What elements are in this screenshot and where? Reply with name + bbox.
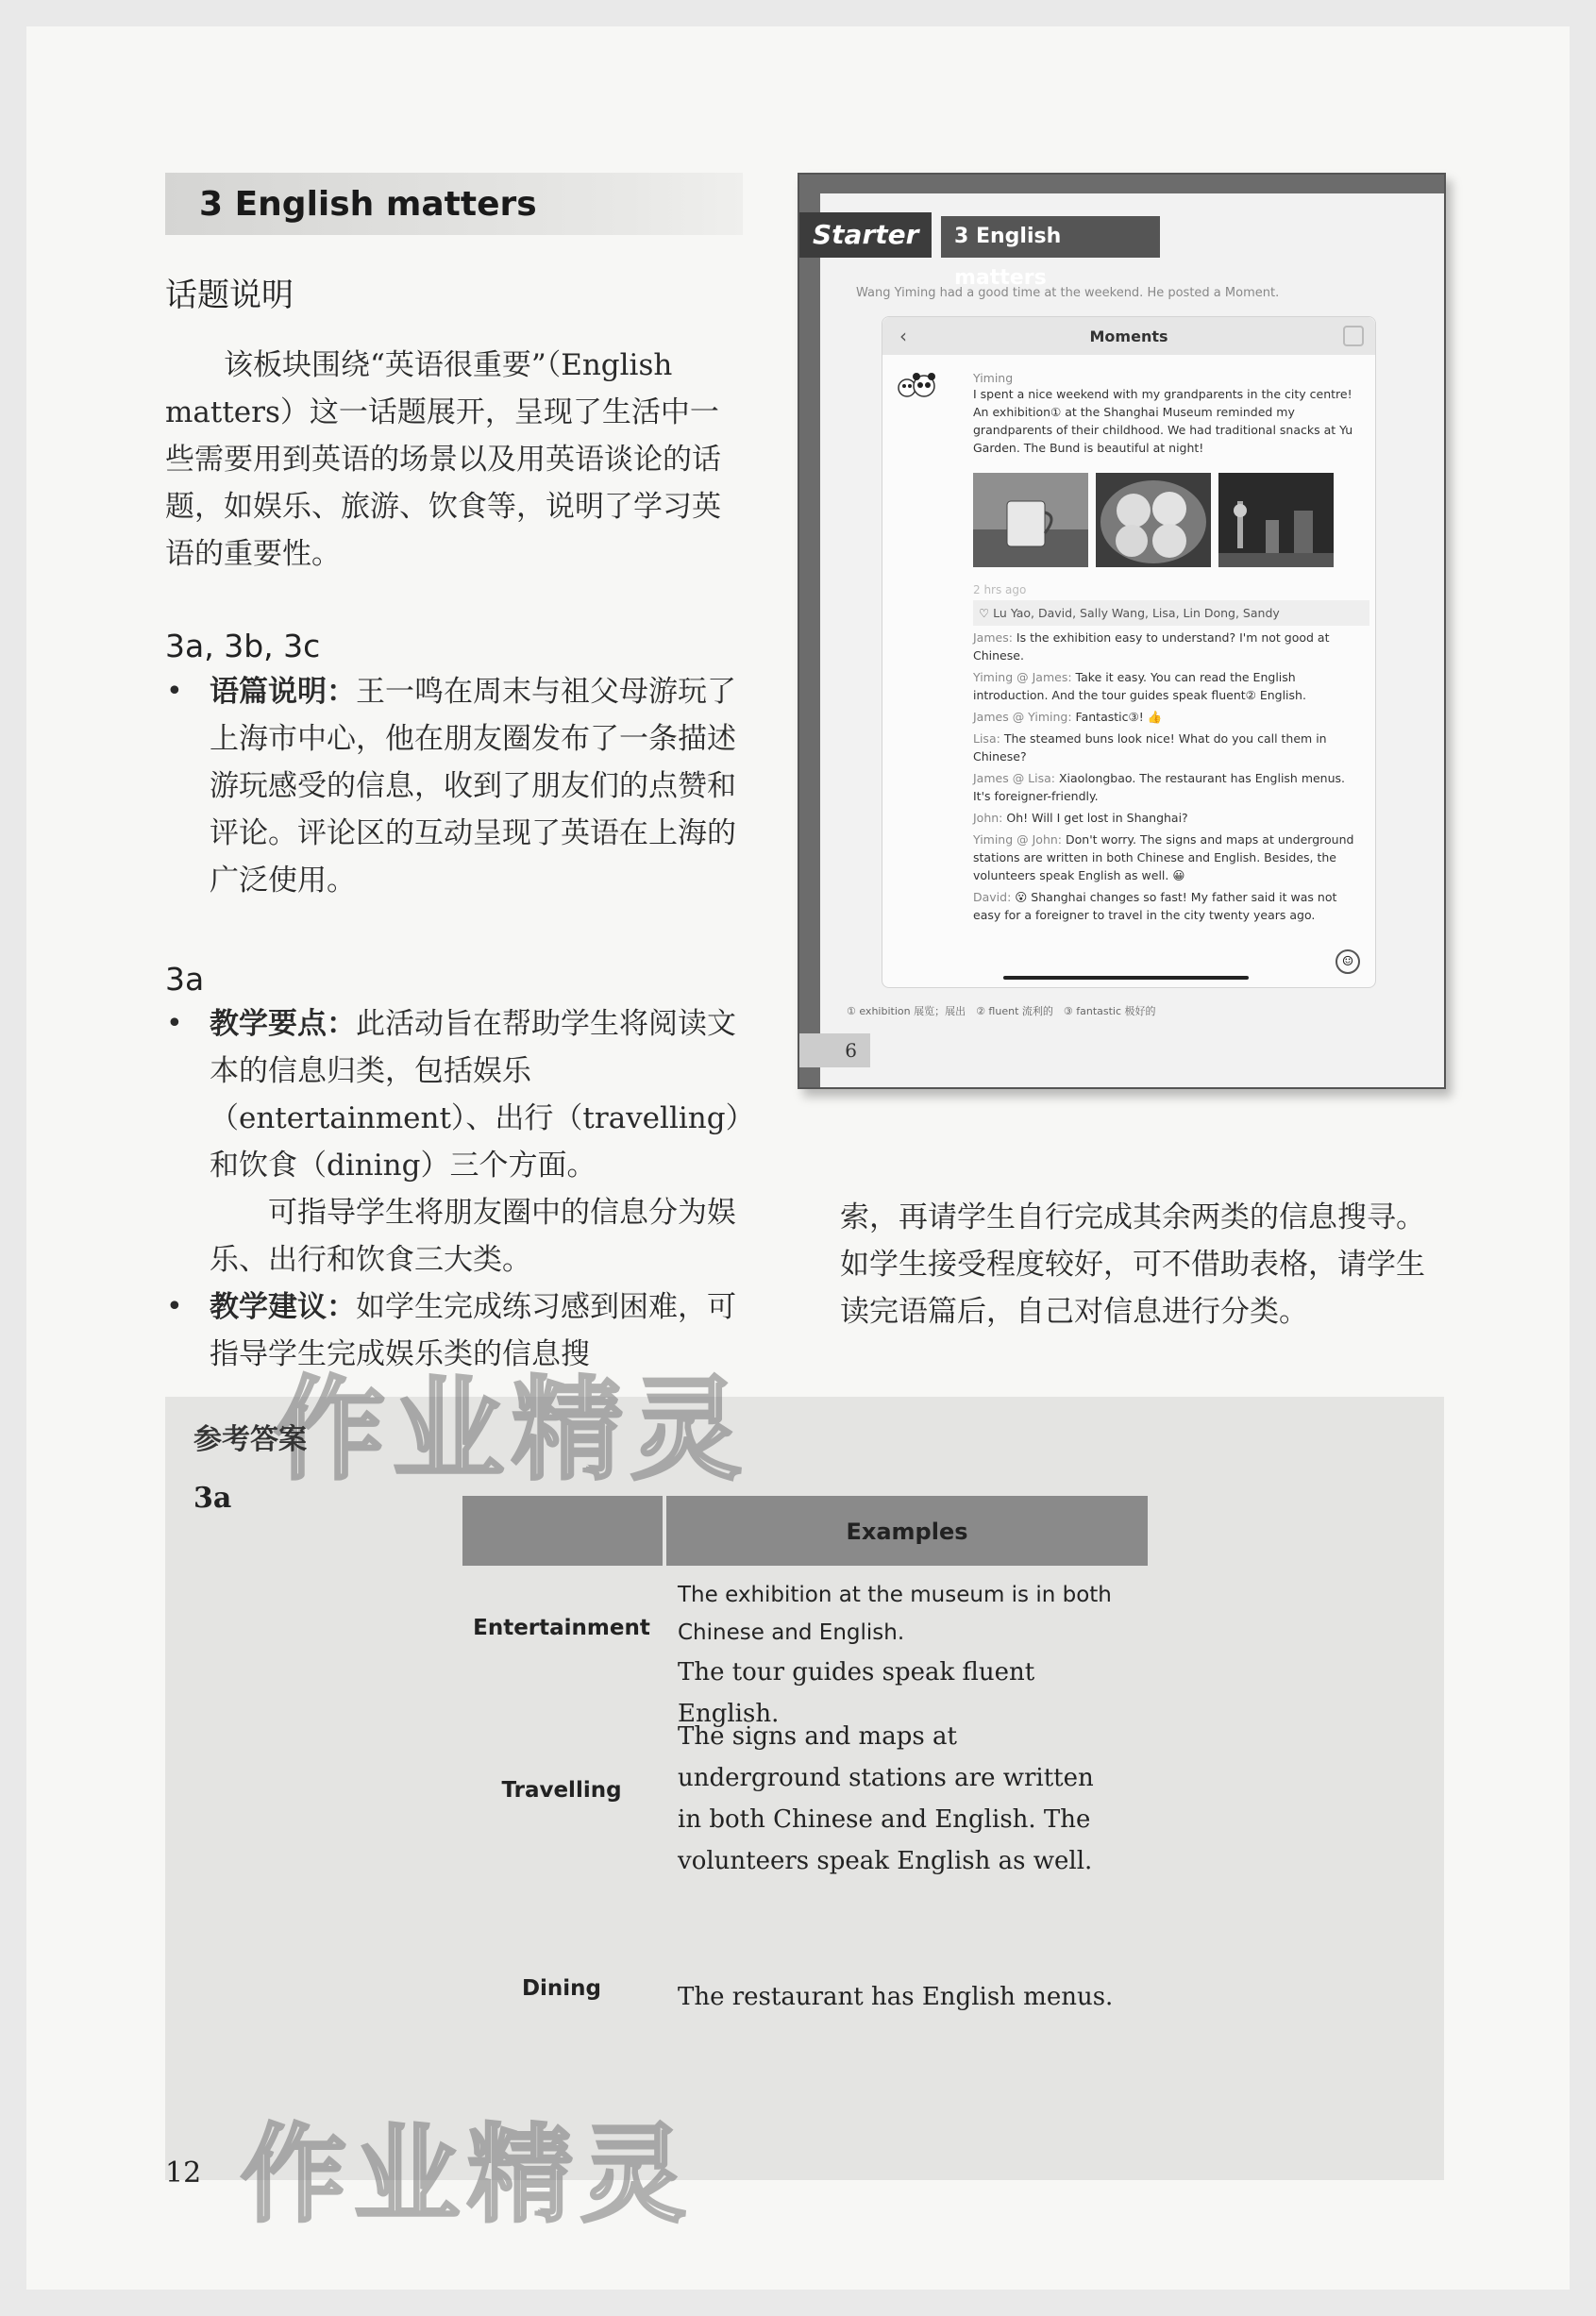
label-3a: 3a (165, 961, 205, 998)
answers-label: 3a (193, 1482, 232, 1515)
comments-list (973, 629, 1360, 928)
back-icon: ‹ (899, 325, 907, 347)
bullet-text-description (166, 668, 748, 904)
top-bar (799, 175, 1444, 193)
bund-night-photo (1218, 473, 1334, 567)
comment: David: 😮 Shanghai changes so fast! My father said it was not easy for a foreigner to travel in the city twenty years ago. (973, 890, 1337, 922)
bullet-icon: • (166, 1007, 183, 1040)
home-indicator (1003, 976, 1249, 980)
example-line: The exhibition at the museum is in both Chinese and English. (678, 1583, 1112, 1645)
category-dining: Dining (521, 1976, 602, 2001)
comment: John: Oh! Will I get lost in Shanghai? (973, 811, 1188, 825)
bullet-extra: 可指导学生将朋友圈中的信息分为娱乐、出行和饮食三大类。 (210, 1196, 736, 1277)
mug-photo (973, 473, 1088, 567)
label-3abc: 3a, 3b, 3c (165, 628, 321, 664)
post-text: I spent a nice weekend with my grandparents in the city centre! An exhibition① at the Shanghai Museum reminded my grandparents of their childhood. We had traditional snacks at Yu Garden. The Bund is beautiful at night! (973, 387, 1353, 455)
category-travelling: Travelling (501, 1778, 622, 1803)
comment: James @ Lisa: Xiaolongbao. The restaurant has English menus. It's foreigner-friendly. (973, 771, 1346, 803)
comment: James @ Yiming: Fantastic③! 👍 (973, 710, 1163, 724)
example-entertainment (678, 1576, 1121, 1735)
bullet-text: 如学生完成练习感到困难，可指导学生完成娱乐类的信息搜 (210, 1290, 736, 1371)
bullet-icon: • (166, 675, 183, 708)
comment: Yiming @ James: Take it easy. You can read the English introduction. And the tour guides speak fluent② English. (973, 670, 1306, 702)
likes-row: ♡ Lu Yao, David, Sally Wang, Lisa, Lin Dong, Sandy (973, 600, 1369, 626)
camera-icon (1343, 326, 1364, 346)
side-bar (799, 175, 820, 1087)
starter-tab: Starter (799, 212, 932, 258)
bullet-label: 语篇说明： (210, 675, 356, 709)
textbook-intro: Wang Yiming had a good time at the weekend. He posted a Moment. (856, 286, 1280, 300)
bullet-label: 教学要点： (210, 1007, 356, 1041)
comment: Yiming @ John: Don't worry. The signs and maps at underground stations are written in both Chinese and English. Besides, the volunteers speak English as well. 😀 (973, 832, 1354, 882)
section-title: 3 English matters (199, 185, 537, 224)
category-entertainment: Entertainment (473, 1616, 650, 1640)
emoji-icon: ☺ (1336, 949, 1360, 974)
bullet-text: 此活动旨在帮助学生将阅读文本的信息归类，包括娱乐（entertainment）、出行（travelling）和饮食（dining）三个方面。 (210, 1007, 741, 1183)
example-travelling: The signs and maps at underground stations are written in both Chinese and English. The volunteers speak English as well. (678, 1722, 1094, 1875)
buns-photo (1096, 473, 1211, 567)
textbook-page-image (798, 173, 1446, 1089)
watermark-top: 作业精灵 (274, 1365, 750, 1495)
example-line: The tour guides speak fluent English. (678, 1658, 1035, 1728)
bullet-continuation: 索，再请学生自行完成其余两类的信息搜寻。如学生接受程度较好，可不借助表格，请学生读完语篇后，自己对信息进行分类。 (840, 1200, 1425, 1329)
phone-screen (882, 316, 1376, 988)
comment: James: Is the exhibition easy to understand? I'm not good at Chinese. (973, 630, 1330, 663)
table-header (666, 1496, 1148, 1566)
phone-header (882, 317, 1375, 355)
answers-title: 参考答案 (193, 1423, 307, 1456)
topic-text: 该板块围绕“英语很重要”（English matters）这一话题展开，呈现了生活中一些需要用到英语的场景以及用英语谈论的话题，如娱乐、旅游、饮食等，说明了学习英语的重要性。 (165, 348, 721, 571)
bullet-icon: • (166, 1290, 183, 1323)
section-banner (165, 173, 743, 235)
topic-heading: 话题说明 (165, 277, 294, 314)
bullet-teaching-points (166, 1000, 748, 1284)
poster-name: Yiming (973, 371, 1014, 385)
bullet-label: 教学建议： (210, 1290, 356, 1324)
post-time: 2 hrs ago (973, 583, 1027, 596)
unit-tab: 3 English matters (941, 216, 1160, 258)
watermark-bottom: 作业精灵 (241, 2114, 694, 2237)
comment: Lisa: The steamed buns look nice! What do you call them in Chinese? (973, 731, 1327, 764)
table-header-label: Examples (846, 1519, 968, 1545)
example-dining: The restaurant has English menus. (678, 1983, 1114, 2011)
bullet-text: 王一鸣在周末与祖父母游玩了上海市中心，他在朋友圈发布了一条描述游玩感受的信息，收到了朋友们的点赞和评论。评论区的互动呈现了英语在上海的广泛使用。 (210, 675, 736, 898)
page-number: 12 (165, 2157, 202, 2190)
footnotes: ① exhibition 展览；展出 ② fluent 流利的 ③ fantastic 极好的 (847, 1005, 1156, 1017)
textbook-page-number: 6 (799, 1033, 870, 1067)
table-header-blank (462, 1496, 663, 1566)
moments-title: Moments (1089, 327, 1168, 345)
panda-avatar-icon (896, 369, 937, 405)
topic-paragraph (165, 342, 743, 578)
